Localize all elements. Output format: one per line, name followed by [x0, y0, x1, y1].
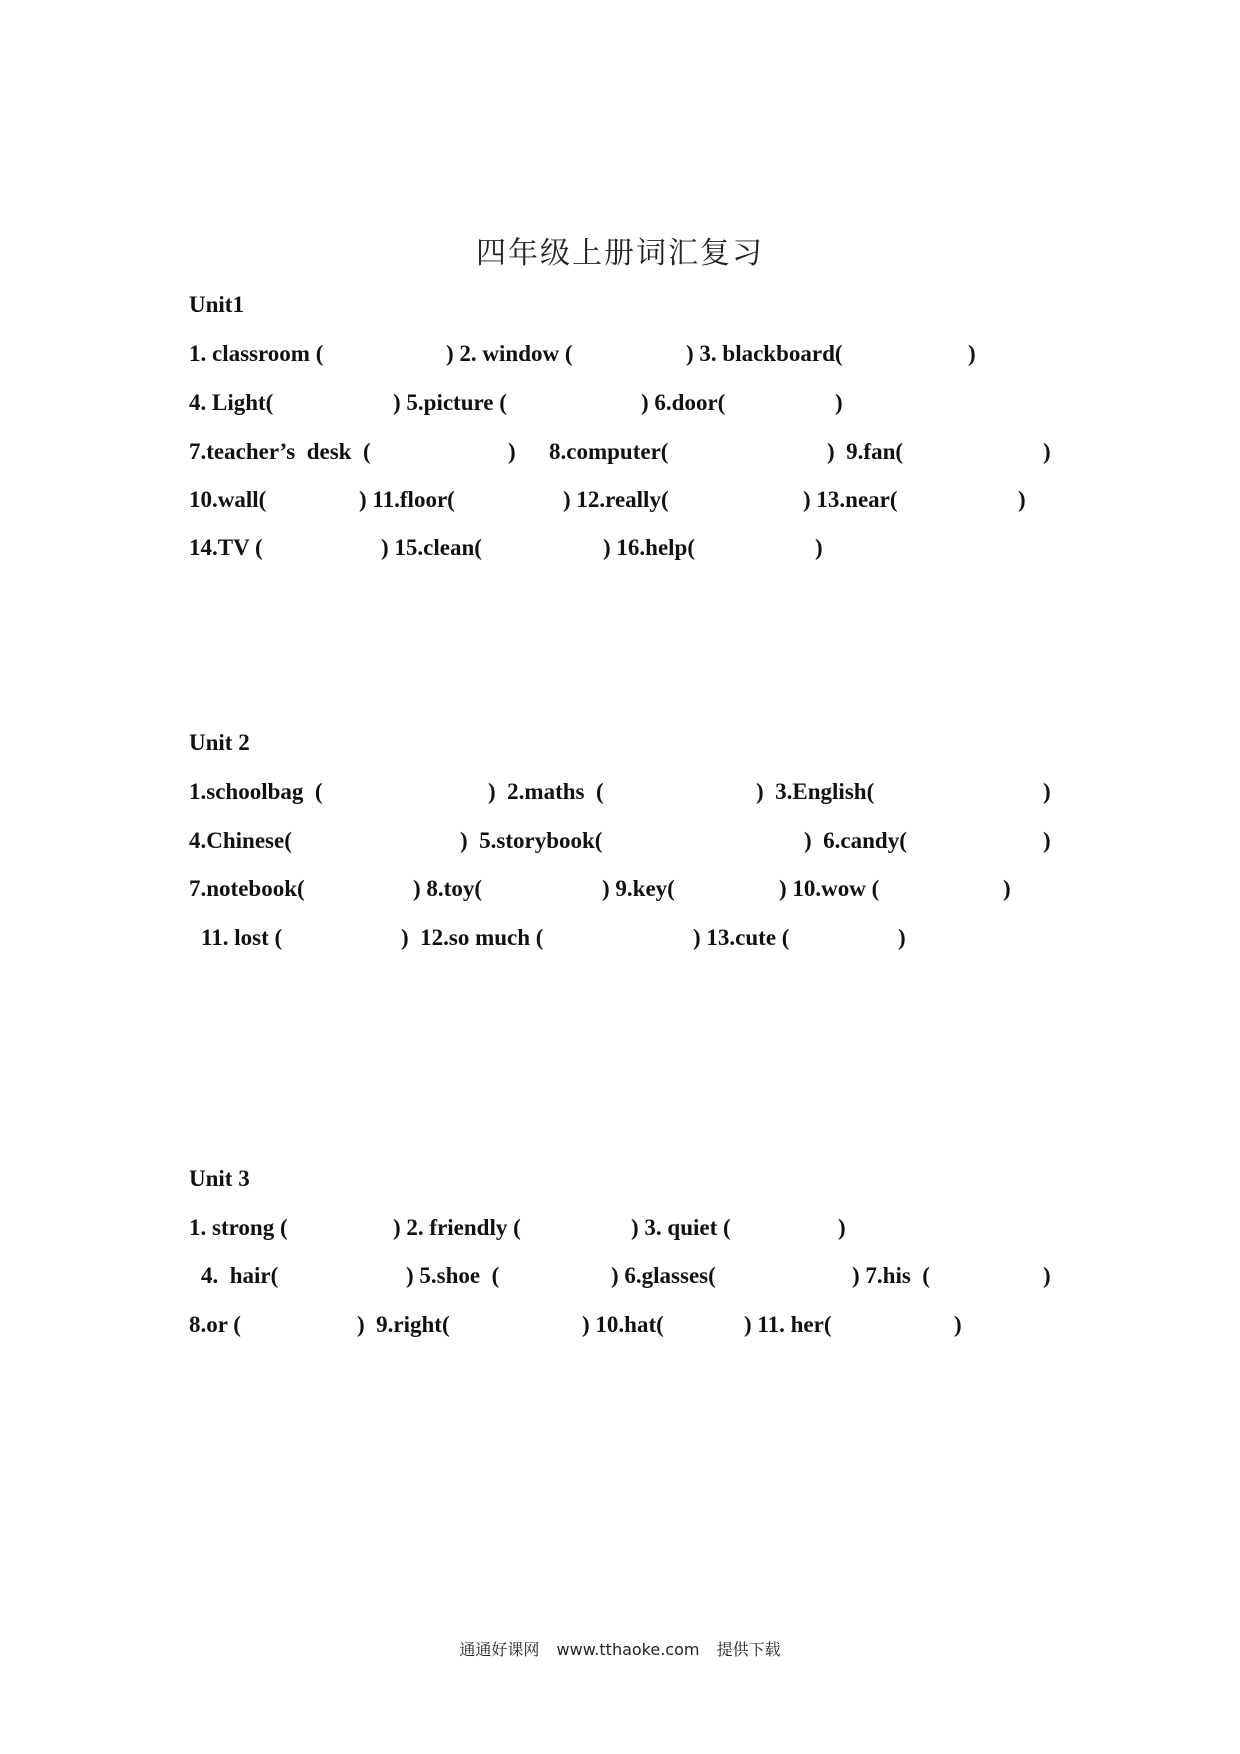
vocab-item: 4. hair(	[201, 1263, 279, 1288]
vocab-item: )	[1043, 779, 1051, 804]
vocab-item: ) 9.fan(	[827, 439, 904, 464]
vocab-item: )	[508, 439, 516, 464]
vocab-item: 1. classroom (	[189, 341, 324, 366]
vocab-item: 4.Chinese(	[189, 828, 292, 853]
vocab-item: )	[815, 535, 823, 560]
vocab-item: ) 3. blackboard(	[686, 341, 843, 366]
vocab-item: ) 2. friendly (	[393, 1215, 521, 1240]
vocab-item: ) 9.right(	[357, 1312, 450, 1337]
vocab-item: 7.notebook(	[189, 876, 305, 901]
vocab-item: )	[835, 390, 843, 415]
vocab-item: )	[954, 1312, 962, 1337]
footer-action: 提供下载	[716, 1640, 781, 1659]
vocab-item: ) 2.maths (	[488, 779, 604, 804]
vocab-item: 4. Light(	[189, 390, 274, 415]
footer-url[interactable]: www.tthaoke.com	[556, 1640, 700, 1659]
vocab-item: )	[1003, 876, 1011, 901]
vocab-item: ) 10.hat(	[582, 1312, 664, 1337]
vocab-item: ) 12.so much (	[401, 925, 544, 950]
vocab-item: ) 2. window (	[446, 341, 573, 366]
vocab-item: 11. lost (	[201, 925, 283, 950]
vocab-item: )	[838, 1215, 846, 1240]
vocab-item: ) 9.key(	[602, 876, 675, 901]
footer-site-name: 通通好课网	[459, 1640, 540, 1659]
vocab-item: ) 5.shoe (	[406, 1263, 500, 1288]
vocab-item: ) 3.English(	[756, 779, 875, 804]
vocab-item: ) 3. quiet (	[631, 1215, 731, 1240]
vocab-item: )	[1018, 487, 1026, 512]
vocab-item: )	[968, 341, 976, 366]
vocab-item: )	[1043, 1263, 1051, 1288]
vocab-item: 10.wall(	[189, 487, 267, 512]
vocab-item: )	[1043, 828, 1051, 853]
vocab-item: )	[898, 925, 906, 950]
vocab-item: ) 10.wow (	[779, 876, 880, 901]
vocab-item: ) 6.door(	[641, 390, 726, 415]
unit-heading: Unit1	[189, 292, 244, 317]
vocab-item: ) 11. her(	[744, 1312, 832, 1337]
vocab-item: ) 5.storybook(	[460, 828, 603, 853]
vocab-item: 8.or (	[189, 1312, 241, 1337]
vocab-item: 7.teacher’s desk (	[189, 439, 371, 464]
unit-heading: Unit 2	[189, 730, 250, 755]
page-footer	[0, 1637, 1240, 1660]
vocab-item: ) 15.clean(	[381, 535, 482, 560]
vocab-item: ) 11.floor(	[359, 487, 455, 512]
vocab-item: 1.schoolbag (	[189, 779, 323, 804]
vocab-item: ) 13.near(	[803, 487, 898, 512]
vocab-item: 14.TV (	[189, 535, 263, 560]
vocab-item: ) 6.candy(	[804, 828, 907, 853]
vocab-item: ) 13.cute (	[693, 925, 790, 950]
vocab-item: ) 12.really(	[563, 487, 669, 512]
vocab-item: )	[1043, 439, 1051, 464]
vocab-item: 1. strong (	[189, 1215, 288, 1240]
vocab-item: 8.computer(	[549, 439, 669, 464]
vocab-item: ) 5.picture (	[393, 390, 507, 415]
vocab-item: ) 16.help(	[603, 535, 695, 560]
unit-heading: Unit 3	[189, 1166, 250, 1191]
page-title: 四年级上册词汇复习	[476, 236, 764, 271]
vocab-item: ) 8.toy(	[413, 876, 482, 901]
vocab-item: ) 6.glasses(	[611, 1263, 716, 1288]
vocab-item: ) 7.his (	[852, 1263, 930, 1288]
